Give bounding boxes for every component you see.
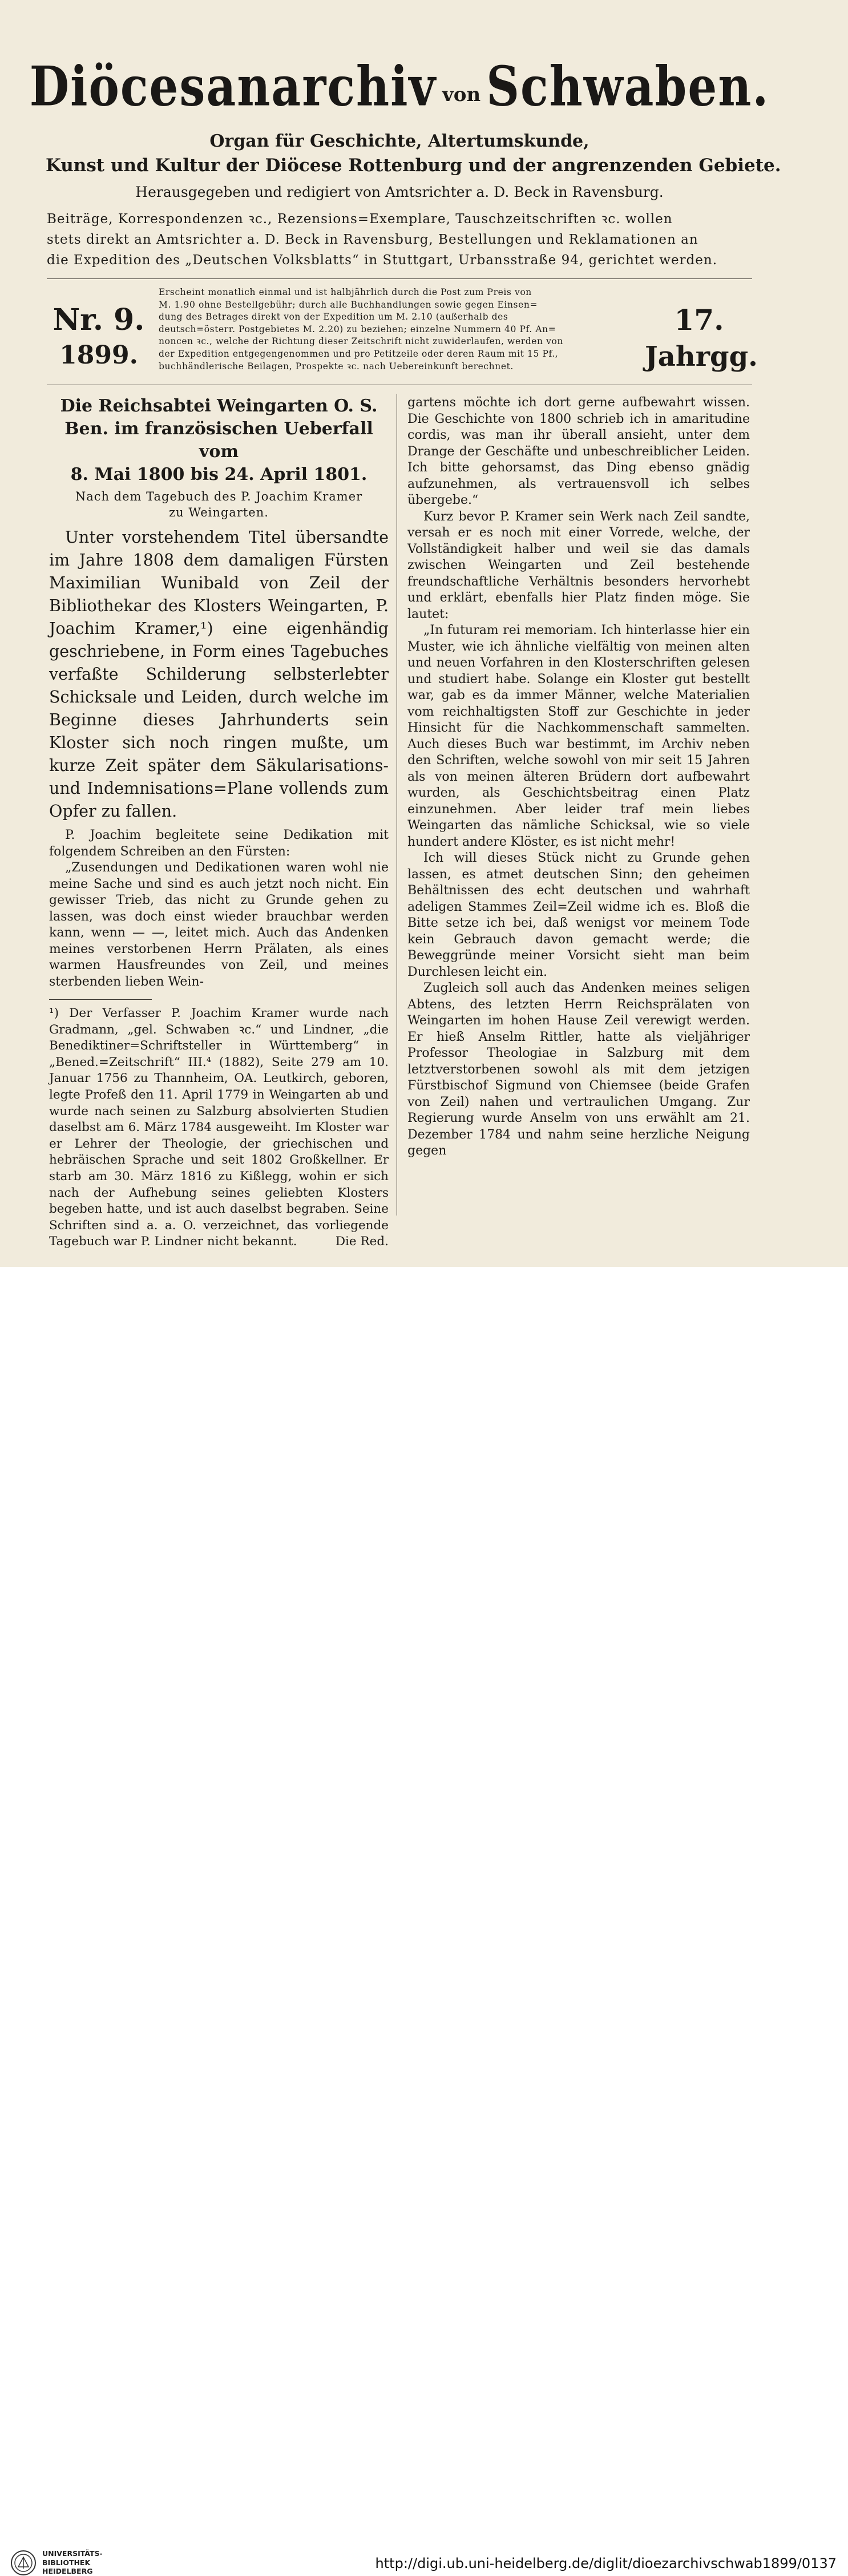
pub-info-line: dung des Betrages direkt von der Expedition um M. 2.10 (außerhalb des bbox=[159, 312, 508, 322]
notice-line: stets direkt an Amtsrichter a. D. Beck in Ravensburg, Bestellungen und Reklamationen an bbox=[47, 232, 698, 247]
footnote-rule bbox=[49, 999, 152, 1000]
pub-info-line: Erscheint monatlich einmal und ist halbjährlich durch die Post zum Preis von bbox=[159, 287, 532, 297]
publication-info bbox=[159, 286, 627, 373]
issue-number: Nr. 9. bbox=[53, 302, 145, 337]
subtitle-line-1: Organ für Geschichte, Altertumskunde, bbox=[209, 131, 589, 151]
pub-info-line: M. 1.90 ohne Bestellgebühr; durch alle Buchhandlungen sowie gegen Einsen= bbox=[159, 299, 538, 310]
scanned-page bbox=[0, 0, 848, 1267]
body-paragraph: Ich will dieses Stück nicht zu Grunde gehen lassen, es atmet deutschen Sinn; den geheimen Behältnissen des echt deutschen und wahrhaft adeligen Stammes Zeil=Zeil widme ich es. Bloß die Bitte setze ich bei, daß wenigst vor meinem Tode kein Gebrauch davon gemacht werde; die Beweggründe meiner Vorsicht sieht man beim Durchlesen leicht ein. bbox=[407, 851, 750, 979]
library-name-line: UNIVERSITÄTS- bbox=[42, 2549, 103, 2558]
body-paragraph: P. Joachim begleitete seine Dedikation mit folgendem Schreiben an den Fürsten: bbox=[49, 828, 389, 859]
article-title-line: Ben. im französischen Ueberfall vom bbox=[64, 419, 373, 462]
masthead-title-part1: Diöcesanarchiv bbox=[29, 54, 437, 119]
library-name bbox=[42, 2549, 103, 2576]
issue-number-block bbox=[50, 302, 147, 373]
byline-line: zu Weingarten. bbox=[169, 506, 269, 519]
footnote: ¹) Der Verfasser P. Joachim Kramer wurde nach Gradmann, „gel. Schwaben ꝛc.“ und Lindner, „die Benediktiner=Schriftsteller in Württemberg“ in „Bened.=Zeitschrift“ III.⁴ (1882), Seite 279 am 10. Januar 1756 zu Thannheim, OA. Leutkirch, geboren, legte Profeß den 11. April 1779 in Weingarten ab und wurde nach seinen zu Salzburg absolvierten Studien daselbst am 6. März 1784 ausgeweiht. Im Kloster war er Lehrer der Theologie, der griechischen und hebräischen Sprache und seit 1802 Großkellner. Er starb am 30. März 1816 zu Kißlegg, wohin er sich nach der Aufhebung seines geliebten Klosters begeben hatte, und ist auch daselbst begraben. Seine Schriften sind a. a. O. verzeichnet, das vorliegende Tagebuch war P. Lindner nicht bekannt. bbox=[49, 1006, 389, 1249]
footnote-signature: Die Red. bbox=[335, 1234, 389, 1249]
volume-block bbox=[645, 302, 758, 376]
byline-line: Nach dem Tagebuch des P. Joachim Kramer bbox=[75, 490, 363, 503]
issue-year: 1899. bbox=[59, 341, 138, 370]
source-url-link[interactable]: http://digi.ub.uni-heidelberg.de/diglit/dioezarchivschwab1899/0137 bbox=[375, 2555, 837, 2571]
article-title-line: Die Reichsabtei Weingarten O. S. bbox=[60, 396, 378, 416]
body-paragraph: Kurz bevor P. Kramer sein Werk nach Zeil sandte, versah er es noch mit einer Vorrede, welche, der Vollständigkeit halber und weil sie das damals zwischen Weingarten und Zeil bestehende freundschaftliche Verhältnis besonders hervorhebt und erklärt, ebenfalls hier Platz finden möge. Sie lautet: bbox=[407, 509, 750, 621]
pub-info-line: noncen ꝛc., welche der Richtung dieser Zeitschrift nicht zuwiderlaufen, werden von bbox=[159, 336, 564, 347]
volume-label: Jahrgg. bbox=[645, 341, 758, 373]
left-column bbox=[49, 395, 389, 1250]
subtitle-line-2: Kunst und Kultur der Diöcese Rottenburg und der angrenzenden Gebiete. bbox=[46, 155, 781, 176]
notice-line: die Expedition des „Deutschen Volksblatts“ in Stuttgart, Urbansstraße 94, gerichtet werden. bbox=[47, 253, 718, 268]
pub-info-line: der Expedition entgegengenommen und pro Petitzeile oder deren Raum mit 15 Pf., bbox=[159, 348, 559, 359]
body-paragraph: „Zusendungen und Dedikationen waren wohl nie meine Sache und sind es auch jetzt noch nicht. Ein gewisser Trieb, das nicht zu Grunde gehen zu lassen, was doch einst wieder brauchbar werden kann, wenn — —, leitet mich. Auch das Andenken meines verstorbenen Herrn Prälaten, als eines warmen Hausfreundes von Zeil, und meines sterbenden lieben Wein- bbox=[49, 861, 389, 989]
masthead bbox=[29, 23, 770, 119]
pub-info-line: buchhändlerische Beilagen, Prospekte ꝛc. nach Uebereinkunft berechnet. bbox=[159, 361, 514, 372]
library-seal-icon bbox=[10, 2550, 37, 2576]
editor-line: Herausgegeben und redigiert von Amtsrichter a. D. Beck in Ravensburg. bbox=[135, 184, 664, 200]
lead-paragraph: Unter vorstehendem Titel übersandte im Jahre 1808 dem damaligen Fürsten Maximilian Wunibald von Zeil der Bibliothekar des Klosters Weingarten, P. Joachim Kramer,¹) eine eigenhändig geschriebene, in Form eines Tagebuches verfaßte Schilderung selbsterlebter Schicksale und Leiden, durch welche im Beginne dieses Jahrhunderts sein Kloster sich noch ringen mußte, um kurze Zeit später dem Säkularisations- und Indemnisations=Plane vollends zum Opfer zu fallen. bbox=[49, 528, 389, 821]
article-byline bbox=[49, 488, 389, 520]
article-title bbox=[49, 395, 389, 486]
divider-rule bbox=[47, 278, 752, 279]
body-paragraph: Zugleich soll auch das Andenken meines seligen Abtens, des letzten Herrn Reichsprälaten von Weingarten im hohen Hause Zeil verewigt werden. Er hieß Anselm Rittler, hatte als vieljähriger Professor Theologiae in Salzburg mit dem letztverstorbenen sowohl als mit dem jetzigen Fürstbischof Sigmund von Chiemsee (beide Grafen von Zeil) nahen und vertraulichen Umgang. Zur Regierung wurde Anselm von uns erwählt am 21. Dezember 1784 und nahm seine herzliche Neigung gegen bbox=[407, 981, 750, 1158]
submission-notice bbox=[47, 209, 752, 270]
volume-number: 17. bbox=[674, 303, 724, 337]
library-name-line: HEIDELBERG bbox=[42, 2567, 93, 2575]
pub-info-line: deutsch=österr. Postgebietes M. 2.20) zu beziehen; einzelne Nummern 40 Pf. An= bbox=[159, 324, 556, 334]
masthead-von: von bbox=[442, 83, 481, 106]
right-column bbox=[407, 395, 750, 1160]
masthead-title-part2: Schwaben. bbox=[486, 54, 770, 119]
notice-line: Beiträge, Korrespondenzen ꝛc., Rezensions=Exemplare, Tauschzeitschriften ꝛc. wollen bbox=[47, 212, 673, 227]
library-name-line: BIBLIOTHEK bbox=[42, 2558, 91, 2567]
article-title-line: 8. Mai 1800 bis 24. April 1801. bbox=[70, 465, 368, 484]
body-paragraph: „In futuram rei memoriam. Ich hinterlasse hier ein Muster, wie ich ähnliche vielfältig von meinen alten und neuen Vorfahren in den Klosterschriften gelesen und studiert habe. Solange ein Kloster gut bestellt war, gab es da immer Männer, welche Materialien vom reichhaltigsten Stoff zur Geschichte in jeder Hinsicht für die Nachkommenschaft sammelten. Auch dieses Buch war bestimmt, im Archiv neben den Schriften, welche sowohl von mir seit 15 Jahren als von meinen älteren Brüdern dort aufbewahrt wurden, als Geschichtsbeitrag einen Platz einzunehmen. Aber leider traf mein liebes Weingarten das nämliche Schicksal, wie so viele hundert andere Klöster, es ist nicht mehr! bbox=[407, 623, 750, 849]
body-paragraph: gartens möchte ich dort gerne aufbewahrt wissen. Die Geschichte von 1800 schrieb ich in amaritudine cordis, was man ihr überall ansieht, unter dem Drange der Geschäfte und unbeschreiblicher Leiden. Ich bitte gehorsamst, das Ding ebenso gnädig aufzunehmen, als vertrauensvoll ich selbes übergebe.“ bbox=[407, 395, 750, 507]
digitization-footer bbox=[0, 1267, 848, 2575]
